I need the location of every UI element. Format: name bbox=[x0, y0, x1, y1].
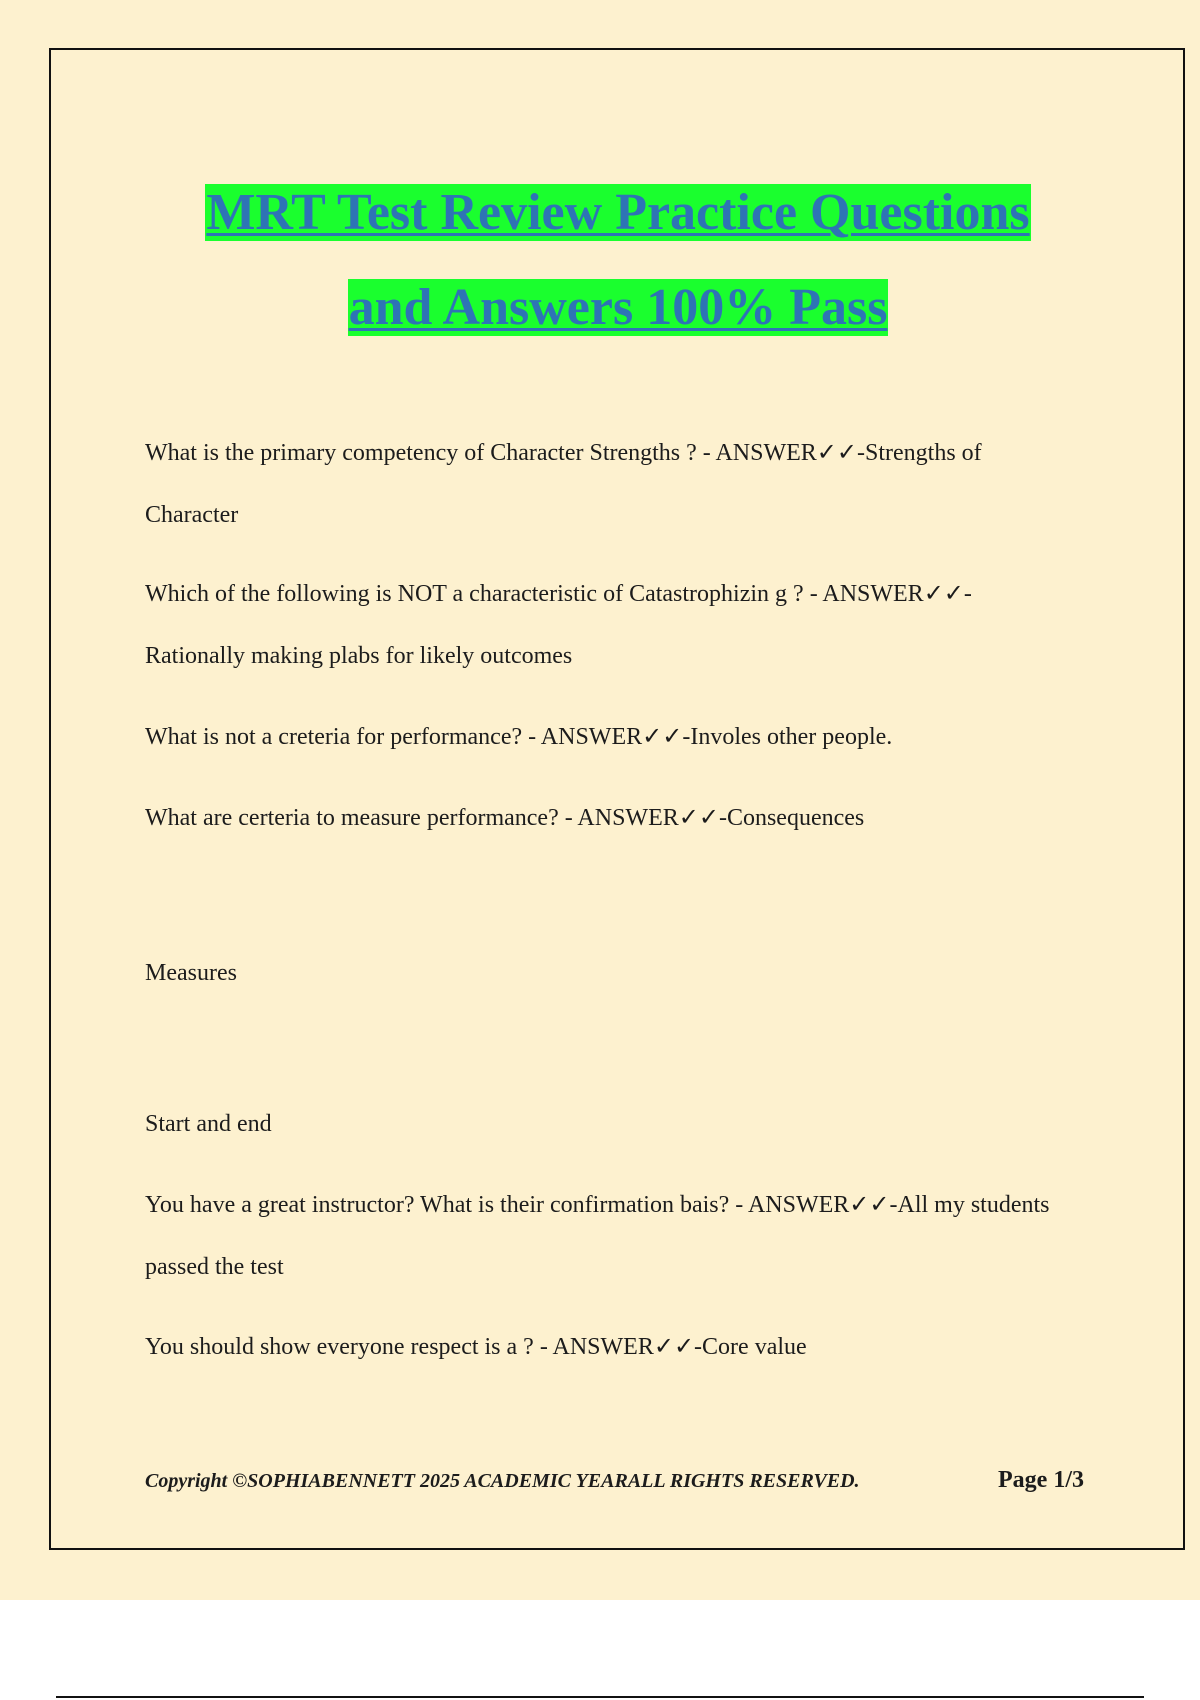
title-line-2 bbox=[0, 260, 1200, 355]
question-answer-1: What is the primary competency of Character Strengths ? - ANSWER✓✓-Strengths of Character bbox=[145, 440, 982, 528]
answer-fragment-measures: Measures bbox=[145, 960, 237, 986]
question-answer-6: You should show everyone respect is a ? - ANSWER✓✓-Core value bbox=[145, 1334, 807, 1360]
title-line-1-text: MRT Test Review Practice Questions bbox=[206, 184, 1030, 241]
copyright-notice: Copyright ©SOPHIABENNETT 2025 ACADEMIC YEARALL RIGHTS RESERVED. bbox=[145, 1470, 860, 1492]
title-line-2-text: and Answers 100% Pass bbox=[348, 279, 888, 336]
question-answer-3: What is not a creteria for performance? - ANSWER✓✓-Involes other people. bbox=[145, 724, 893, 750]
question-answer-5: You have a great instructor? What is their confirmation bais? - ANSWER✓✓-All my students passed the test bbox=[145, 1192, 1050, 1280]
title-line-1 bbox=[0, 165, 1200, 260]
question-answer-2: Which of the following is NOT a characteristic of Catastrophizin g ? - ANSWER✓✓- Rationally making plabs for likely outcomes bbox=[145, 581, 972, 669]
question-answer-4: What are certeria to measure performance? - ANSWER✓✓-Consequences bbox=[145, 805, 865, 831]
document-title bbox=[0, 165, 1200, 355]
page-number: Page 1/3 bbox=[998, 1467, 1084, 1493]
next-page-rule bbox=[56, 1696, 1144, 1698]
answer-fragment-start-end: Start and end bbox=[145, 1111, 272, 1137]
